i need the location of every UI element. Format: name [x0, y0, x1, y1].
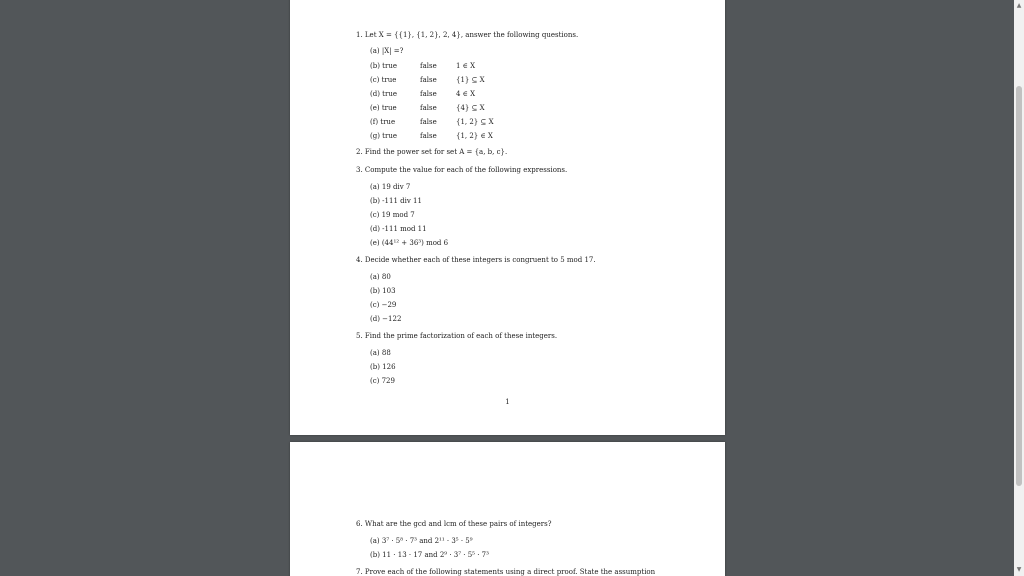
question-1d-label: (d) true	[370, 90, 397, 98]
question-3b: (b) -111 div 11	[370, 197, 422, 205]
vertical-scrollbar[interactable]	[1014, 0, 1024, 576]
question-1e-label: (e) true	[370, 104, 397, 112]
question-1c-stmt: {1} ⊆ X	[456, 76, 485, 84]
question-5c: (c) 729	[370, 377, 395, 385]
question-1c-false: false	[420, 76, 437, 84]
question-1d-false: false	[420, 90, 437, 98]
question-1a: (a) |X| =?	[370, 47, 404, 55]
question-3c: (c) 19 mod 7	[370, 211, 415, 219]
question-1b-label: (b) true	[370, 62, 397, 70]
question-3d: (d) -111 mod 11	[370, 225, 427, 233]
question-1: 1. Let X = {{1}, {1, 2}, 2, 4}, answer the following questions.	[356, 31, 579, 39]
question-5a: (a) 88	[370, 349, 391, 357]
question-1g-label: (g) true	[370, 132, 397, 140]
question-5: 5. Find the prime factorization of each of these integers.	[356, 332, 558, 340]
question-5b: (b) 126	[370, 363, 396, 371]
question-1f-label: (f) true	[370, 118, 396, 126]
scroll-up-icon[interactable]: ▲	[1016, 2, 1022, 9]
question-6b: (b) 11 · 13 · 17 and 2⁹ · 3⁷ · 5⁵ · 7³	[370, 551, 489, 559]
question-4: 4. Decide whether each of these integers is congruent to 5 mod 17.	[356, 256, 596, 264]
question-1g-false: false	[420, 132, 437, 140]
question-4a: (a) 80	[370, 273, 391, 281]
question-6: 6. What are the gcd and lcm of these pairs of integers?	[356, 520, 552, 528]
question-1g-stmt: {1, 2} ∈ X	[456, 132, 493, 140]
question-1e-stmt: {4} ⊆ X	[456, 104, 485, 112]
page-2	[290, 442, 725, 576]
question-4b: (b) 103	[370, 287, 396, 295]
question-1f-stmt: {1, 2} ⊆ X	[456, 118, 494, 126]
question-1e-false: false	[420, 104, 437, 112]
question-1b-false: false	[420, 62, 437, 70]
question-7: 7. Prove each of the following statements using a direct proof. State the assumption	[356, 568, 656, 576]
page-number: 1	[505, 398, 510, 406]
scroll-down-icon[interactable]: ▼	[1016, 566, 1022, 573]
question-1f-false: false	[420, 118, 437, 126]
question-4c: (c) −29	[370, 301, 397, 309]
page-1	[290, 0, 725, 435]
question-1c-label: (c) true	[370, 76, 397, 84]
question-3: 3. Compute the value for each of the following expressions.	[356, 166, 568, 174]
scrollbar-thumb[interactable]	[1016, 86, 1022, 486]
question-4d: (d) −122	[370, 315, 402, 323]
question-2: 2. Find the power set for set A = {a, b, c}.	[356, 148, 508, 156]
question-6a: (a) 3⁷ · 5⁸ · 7³ and 2¹¹ · 3⁵ · 5⁹	[370, 537, 473, 545]
question-1b-stmt: 1 ∈ X	[456, 62, 476, 70]
question-3a: (a) 19 div 7	[370, 183, 411, 191]
question-1d-stmt: 4 ∈ X	[456, 90, 476, 98]
question-3e: (e) (44¹² + 36³) mod 6	[370, 239, 449, 247]
